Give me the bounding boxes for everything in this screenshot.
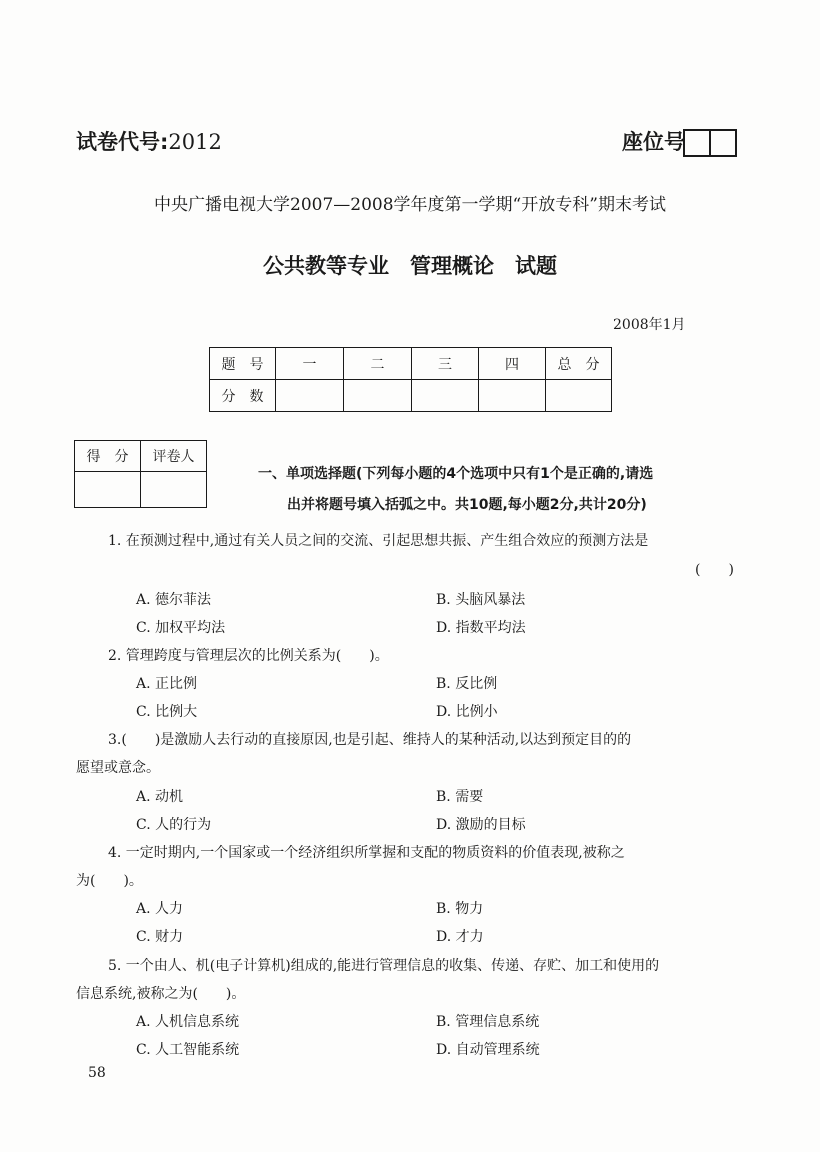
option: A. 人力 [136,901,184,917]
option: D. 指数平均法 [436,620,526,636]
university-line: 中央广播电视大学2007—2008学年度第一学期“开放专科”期末考试 [154,195,666,215]
exam-date: 2008年1月 [613,317,686,333]
score-cell-empty [276,380,344,412]
score-cell: 四 [479,348,546,380]
seat-number [622,126,737,157]
question-3-cont: 愿望或意念。 [76,760,160,776]
seat-number-label: 座位号 [622,130,685,154]
score-cell-empty [546,380,612,412]
score-table [209,347,612,412]
question-1: 1. 在预测过程中,通过有关人员之间的交流、引起思想共振、产生组合效应的预测方法是 [108,533,649,549]
question-4-cont: 为( )。 [76,873,143,889]
grader-cell: 得 分 [75,441,141,472]
question-5-cont: 信息系统,被称之为( )。 [76,986,246,1002]
option: C. 比例大 [136,704,198,720]
option: C. 加权平均法 [136,620,226,636]
score-cell: 总 分 [546,348,612,380]
score-cell-empty [344,380,412,412]
option: A. 德尔菲法 [136,592,212,608]
score-cell-empty [479,380,546,412]
score-cell-empty [412,380,479,412]
score-cell: 一 [276,348,344,380]
seat-box-1 [683,129,711,157]
seat-box-2 [709,129,737,157]
option: A. 人机信息系统 [136,1014,240,1030]
exam-code [76,126,222,156]
score-table-header-row [210,348,612,380]
option: A. 动机 [136,789,184,805]
option: D. 才力 [436,929,484,945]
exam-title: 公共教等专业 管理概论 试题 [263,254,557,278]
score-cell: 三 [412,348,479,380]
option: D. 比例小 [436,704,498,720]
option: C. 财力 [136,929,184,945]
option: D. 激励的目标 [436,817,526,833]
section-heading-line1: 一、单项选择题(下列每小题的4个选项中只有1个是正确的,请选 [258,466,654,482]
question-4: 4. 一定时期内,一个国家或一个经济组织所掌握和支配的物质资料的价值表现,被称之 [108,845,625,861]
exam-code-value: 2012 [168,130,222,154]
grader-cell-empty [75,472,141,508]
option: B. 反比例 [436,676,498,692]
option: B. 头脑风暴法 [436,592,526,608]
option: B. 需要 [436,789,484,805]
score-table-value-row [210,380,612,412]
question-2: 2. 管理跨度与管理层次的比例关系为( )。 [108,648,389,664]
exam-code-label: 试卷代号: [76,130,169,154]
score-cell: 题 号 [210,348,276,380]
question-5: 5. 一个由人、机(电子计算机)组成的,能进行管理信息的收集、传递、存贮、加工和使用的 [108,958,660,974]
question-3: 3.( )是激励人去行动的直接原因,也是引起、维持人的某种活动,以达到预定目的的 [108,732,632,748]
grader-cell: 评卷人 [141,441,207,472]
score-cell: 二 [344,348,412,380]
score-cell: 分 数 [210,380,276,412]
option: C. 人工智能系统 [136,1042,240,1058]
section-heading-line2: 出并将题号填入括弧之中。共10题,每小题2分,共计20分) [287,497,647,513]
option: B. 管理信息系统 [436,1014,540,1030]
grader-cell-empty [141,472,207,508]
page-number: 58 [88,1065,106,1081]
option: D. 自动管理系统 [436,1042,540,1058]
answer-paren: ( ) [695,562,734,578]
grader-table [74,440,207,508]
option: B. 物力 [436,901,484,917]
option: A. 正比例 [136,676,198,692]
option: C. 人的行为 [136,817,212,833]
